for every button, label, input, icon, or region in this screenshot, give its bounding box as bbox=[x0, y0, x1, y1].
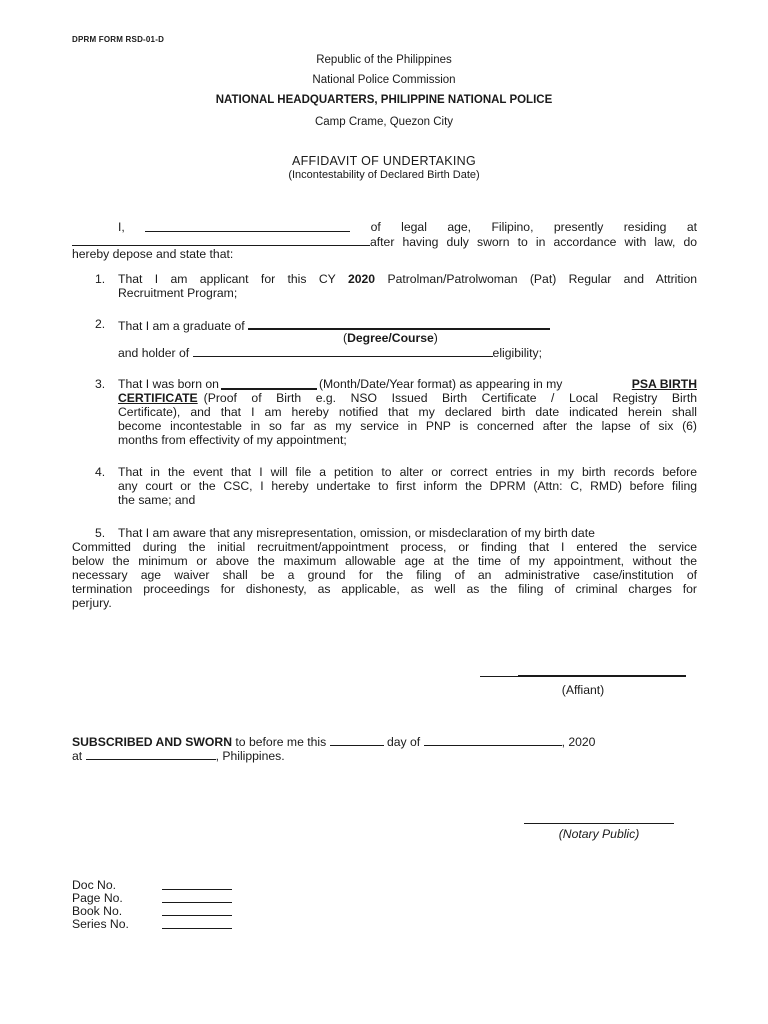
month-field[interactable] bbox=[424, 734, 562, 746]
book-no-field[interactable] bbox=[162, 904, 232, 916]
item-2-text: eligibility; bbox=[492, 346, 542, 360]
certificate-label: CERTIFICATE bbox=[118, 391, 198, 405]
item-2 bbox=[118, 317, 697, 359]
jurat-line-1 bbox=[72, 734, 595, 749]
header-napolcom: National Police Commission bbox=[312, 74, 456, 86]
item-4-line-1: That in the event that I will file a petition to alter or correct entries in my birth records before bbox=[118, 465, 697, 479]
subscribed-sworn-label: SUBSCRIBED AND SWORN bbox=[72, 735, 233, 749]
item-3-line-2 bbox=[118, 391, 697, 405]
notary-label: (Notary Public) bbox=[558, 827, 640, 841]
item-2-line-1 bbox=[118, 317, 697, 331]
jurat-line-2 bbox=[72, 748, 285, 763]
item-4 bbox=[118, 465, 697, 507]
item-1-text: Patrolman/Patrolwoman (Pat) Regular and Attrition bbox=[387, 272, 698, 286]
item-3-line-4: become incontestable in so far as my service in PNP is concerned after the lapse of six (6) bbox=[118, 419, 697, 433]
jurat-text: day of bbox=[386, 735, 421, 749]
intro-word: at bbox=[686, 220, 697, 234]
item-1-text: That I am applicant for this CY bbox=[118, 272, 336, 286]
intro-line-3: hereby depose and state that: bbox=[72, 247, 234, 261]
jurat-year: , 2020 bbox=[561, 735, 596, 749]
item-5-line-1 bbox=[72, 526, 697, 540]
item-5-text: That I am aware that any misrepresentation, omission, or misdeclaration of my birth date bbox=[118, 526, 595, 540]
intro-word: legal bbox=[401, 220, 427, 234]
item-2-text: and holder of bbox=[118, 346, 190, 360]
item-3-text: That I was born on bbox=[118, 377, 219, 391]
item-number: 5. bbox=[95, 526, 106, 540]
item-5-line-6: perjury. bbox=[72, 596, 112, 610]
item-3 bbox=[118, 377, 697, 447]
item-1-year: 2020 bbox=[347, 272, 376, 286]
item-5-line-2: Committed during the initial recruitment/appointment process, or finding that I entered the service bbox=[72, 540, 697, 554]
degree-paren: ) bbox=[433, 331, 438, 345]
item-2-text: That I am a graduate of bbox=[118, 319, 245, 333]
item-4-line-3: the same; and bbox=[118, 493, 196, 507]
item-2-line-2 bbox=[118, 331, 697, 345]
item-2-line-3 bbox=[118, 345, 697, 359]
doc-no-field[interactable] bbox=[162, 878, 232, 890]
item-3-line-3: Certificate), and that I am hereby notified that my declared birth date indicated herein shall bbox=[118, 405, 697, 419]
item-number: 4. bbox=[95, 465, 106, 479]
item-number: 1. bbox=[95, 272, 106, 286]
page-no-field[interactable] bbox=[162, 891, 232, 903]
signature-underline bbox=[518, 675, 686, 677]
intro-word: Filipino, bbox=[491, 220, 534, 234]
item-number: 3. bbox=[95, 377, 106, 391]
item-4-line-2: any court or the CSC, I hereby undertake to first inform the DPRM (Attn: C, RMD) before filing bbox=[118, 479, 697, 493]
intro-word: of bbox=[370, 220, 381, 234]
item-1 bbox=[118, 272, 697, 300]
item-number: 2. bbox=[95, 317, 106, 331]
header-location: Camp Crame, Quezon City bbox=[314, 116, 454, 128]
intro-text: after having duly sworn to in accordance with law, do bbox=[370, 235, 697, 249]
jurat-text: to before me this bbox=[235, 735, 327, 749]
birth-date-field[interactable] bbox=[221, 377, 317, 390]
intro-word: presently bbox=[553, 220, 604, 234]
header-republic: Republic of the Philippines bbox=[316, 54, 452, 66]
item-5-line-5: termination proceedings for dishonesty, as applicable, as well as the filing of criminal charges for bbox=[72, 582, 697, 596]
document-subtitle: (Incontestability of Declared Birth Date) bbox=[288, 169, 480, 181]
item-5-line-3: below the minimum or above the maximum allowable age at the time of my appointment, without the bbox=[72, 554, 697, 568]
intro-line-1 bbox=[72, 220, 697, 234]
degree-course-label: Degree/Course bbox=[347, 331, 434, 345]
address-field[interactable] bbox=[72, 234, 370, 246]
intro-word: I, bbox=[118, 220, 125, 234]
item-5-line-4: necessary age waiver shall be a ground for the filing of an administrative case/institution of bbox=[72, 568, 697, 582]
item-1-line-2: Recruitment Program; bbox=[118, 286, 238, 300]
form-code: DPRM FORM RSD-01-D bbox=[72, 35, 165, 44]
psa-birth-label: PSA BIRTH bbox=[631, 377, 697, 391]
item-3-text: (Proof of Birth e.g. NSO Issued Birth Certificate / Local Registry Birth bbox=[203, 391, 697, 405]
item-3-text: (Month/Date/Year format) as appearing in my bbox=[318, 377, 563, 391]
day-field[interactable] bbox=[330, 734, 384, 746]
series-no-field[interactable] bbox=[162, 917, 232, 929]
doc-no-label: Doc No. bbox=[72, 878, 117, 892]
notary-signature-line[interactable] bbox=[524, 823, 674, 824]
series-no-label: Series No. bbox=[72, 917, 129, 931]
eligibility-field[interactable] bbox=[193, 345, 493, 357]
item-3-line-1 bbox=[118, 377, 697, 391]
affiant-label: (Affiant) bbox=[561, 683, 605, 697]
item-5 bbox=[72, 526, 697, 610]
item-1-line-1 bbox=[118, 272, 697, 286]
place-field[interactable] bbox=[86, 748, 216, 760]
name-field[interactable] bbox=[145, 220, 350, 232]
item-3-line-5: months from effectivity of my appointment; bbox=[118, 433, 347, 447]
document-title: AFFIDAVIT OF UNDERTAKING bbox=[291, 154, 477, 168]
intro-word: residing bbox=[623, 220, 667, 234]
graduate-field[interactable] bbox=[248, 317, 550, 330]
affiant-signature-line[interactable] bbox=[480, 676, 686, 677]
jurat-text: , Philippines. bbox=[215, 749, 285, 763]
jurat-text: at bbox=[72, 749, 83, 763]
degree-paren: ( bbox=[343, 331, 348, 345]
intro-word: age, bbox=[447, 220, 472, 234]
header-pnp: NATIONAL HEADQUARTERS, PHILIPPINE NATIONAL POLICE bbox=[215, 94, 553, 106]
book-no-label: Book No. bbox=[72, 904, 123, 918]
page-no-label: Page No. bbox=[72, 891, 123, 905]
